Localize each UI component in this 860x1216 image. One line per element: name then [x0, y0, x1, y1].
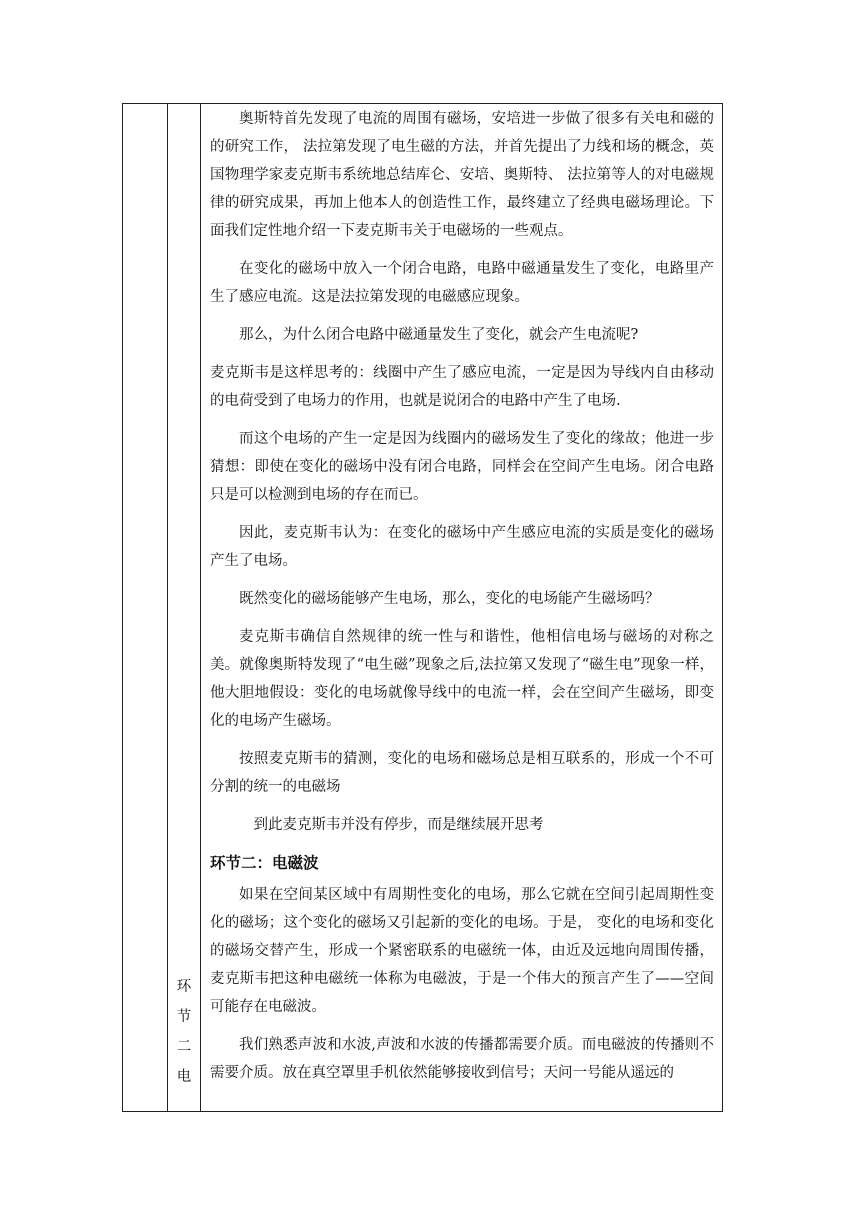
paragraph: 那么，为什么闭合电路中磁通量发生了变化，就会产生电流呢? — [239, 327, 639, 343]
paragraph: 奥斯特首先发现了电流的周围有磁场，安培进一步做了很多有关电和磁的的研究工作， 法拉第发现了电生磁的方法，并首先提出了力线和场的概念，英国物理学家麦克斯韦系统地总结库仑、安培、奥斯特、 法拉第等人的对电磁规律的研究成果，再加上他本人的创造性工作，最终建立了经典电磁场理论。下面我们定性地介绍一下麦克斯韦关于电磁场的一些观点。 — [210, 111, 714, 239]
paragraph: 如果在空间某区域中有周期性变化的电场，那么它就在空间引起周期性变化的磁场；这个变化的磁场又引起新的变化的电场。于是， 变化的电场和变化的磁场交替产生，形成一个紧密联系的电磁统一体，由近及远地向周围传播，麦克斯韦把这种电磁统一体称为电磁波，于是一个伟大的预言产生了——空间可能存在电磁波。 — [210, 887, 714, 1015]
lesson-table — [122, 103, 723, 1112]
paragraph: 在变化的磁场中放入一个闭合电路，电路中磁通量发生了变化，电路里产生了感应电流。这是法拉第发现的电磁感应现象。 — [210, 261, 714, 305]
section-heading: 环节二：电磁波 — [210, 854, 319, 872]
section-label-char: 电 — [176, 1069, 192, 1085]
paragraph: 因此，麦克斯韦认为：在变化的磁场中产生感应电流的实质是变化的磁场产生了电场。 — [210, 525, 714, 569]
paragraph: 而这个电场的产生一定是因为线圈内的磁场发生了变化的缘故；他进一步猜想：即使在变化的磁场中没有闭合电路，同样会在空间产生电场。闭合电路只是可以检测到电场的存在而已。 — [210, 431, 714, 503]
section-label-char: 环 — [176, 979, 192, 995]
section-label-char: 节 — [176, 1009, 192, 1025]
paragraph: 到此麦克斯韦并没有停步，而是继续展开思考 — [253, 817, 544, 833]
paragraph: 麦克斯韦确信自然规律的统一性与和谐性，他相信电场与磁场的对称之美。就像奥斯特发现了“电生磁”现象之后,法拉第又发现了“磁生电”现象一样，他大胆地假设：变化的电场就像导线中的电流一样，会在空间产生磁场，即变化的电场产生磁场。 — [210, 629, 714, 729]
section-label-char: 二 — [176, 1039, 192, 1055]
column-divider — [167, 104, 168, 1111]
lesson-content — [201, 104, 722, 1097]
paragraph: 按照麦克斯韦的猜测，变化的电场和磁场总是相互联系的，形成一个不可分割的统一的电磁场 — [210, 751, 714, 795]
paragraph: 麦克斯韦是这样思考的：线圈中产生了感应电流，一定是因为导线内自由移动的电荷受到了电场力的作用，也就是说闭合的电路中产生了电场. — [210, 365, 714, 409]
section-label-column — [168, 972, 200, 1092]
paragraph: 我们熟悉声波和水波,声波和水波的传播都需要介质。而电磁波的传播则不需要介质。放在真空罩里手机依然能够接收到信号；天问一号能从遥远的 — [210, 1037, 714, 1081]
paragraph: 既然变化的磁场能够产生电场，那么，变化的电场能产生磁场吗？ — [239, 591, 660, 607]
